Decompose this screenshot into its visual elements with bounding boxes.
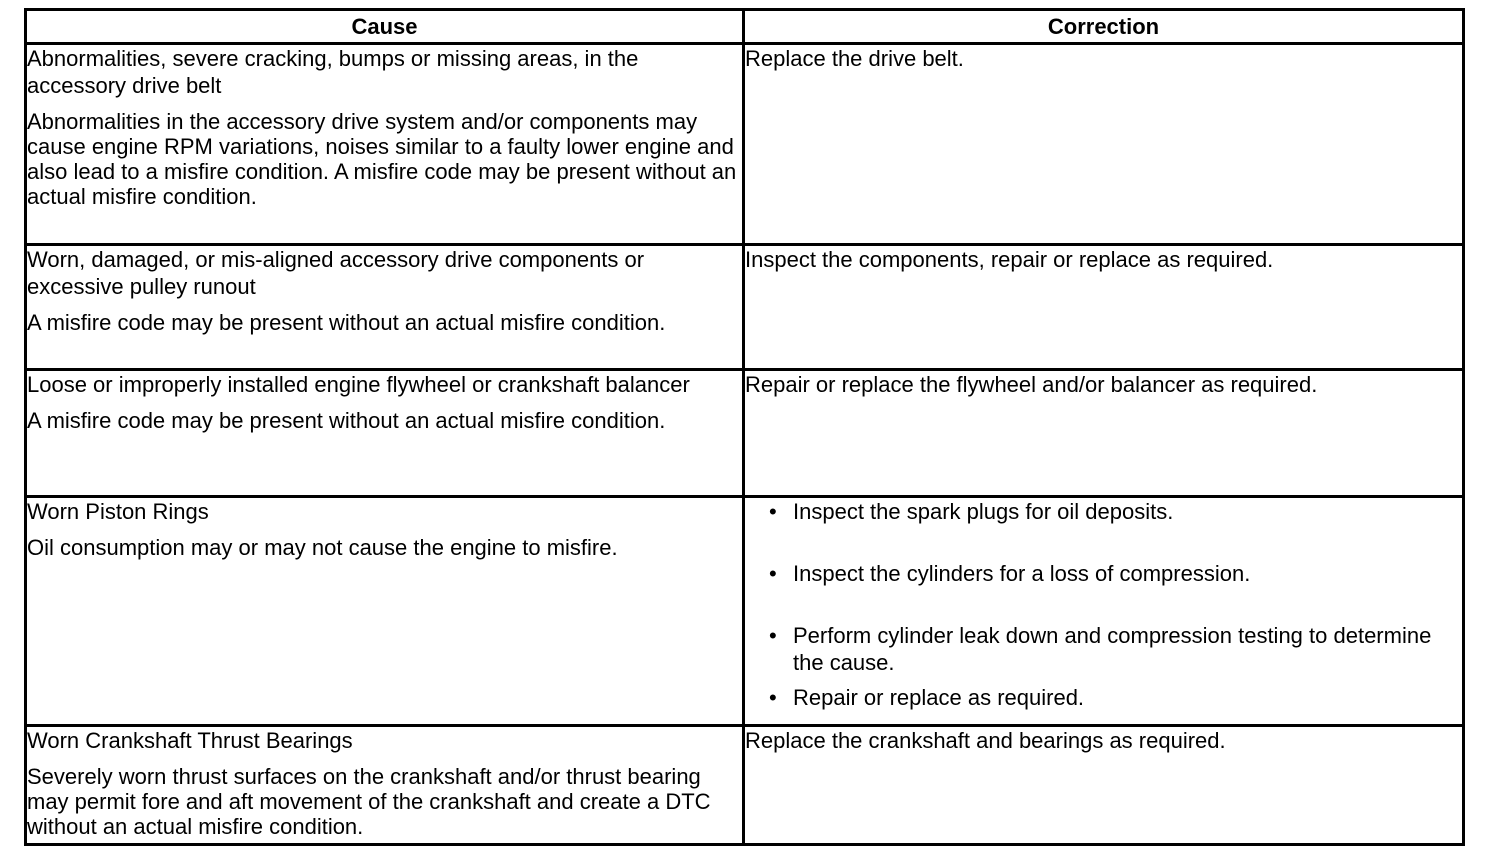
table-row [26,244,1464,370]
correction-cell [744,726,1464,845]
correction-bullet-item [767,684,1462,711]
bullet-text: Inspect the cylinders for a loss of compression. [793,561,1251,587]
correction-bullet-item [767,622,1462,676]
correction-bullet-item [767,560,1462,587]
correction-text: Repair or replace the flywheel and/or balancer as required. [745,372,1318,398]
cause-note: Oil consumption may or may not cause the engine to misfire. [27,535,618,561]
bullet-text: Inspect the spark plugs for oil deposits. [793,499,1174,525]
cause-title: Abnormalities, severe cracking, bumps or missing areas, in the accessory drive belt [27,46,639,98]
cause-column-header: Cause [26,10,744,44]
cause-title: Worn Crankshaft Thrust Bearings [27,728,353,754]
correction-text: Replace the crankshaft and bearings as required. [745,728,1226,754]
cause-cell [26,370,744,497]
cause-note: Severely worn thrust surfaces on the crankshaft and/or thrust bearing may permit fore and aft movement of the crankshaft and create a DTC without an actual misfire condition. [27,764,711,840]
cause-note: Abnormalities in the accessory drive system and/or components may cause engine RPM variations, noises similar to a faulty lower engine and also lead to a misfire condition. A misfire code may be present without an actual misfire condition. [27,109,737,209]
table-row [26,497,1464,726]
correction-cell [744,44,1464,245]
bullet-icon: • [769,561,777,587]
correction-column-header: Correction [744,10,1464,44]
table-row [26,726,1464,845]
cause-cell [26,44,744,245]
cause-title: Worn, damaged, or mis-aligned accessory drive components or excessive pulley runout [27,246,645,299]
bullet-icon: • [769,623,777,649]
bullet-icon: • [769,685,777,711]
correction-bullet-list [745,498,1462,711]
bullet-icon: • [769,499,777,525]
correction-cell [744,370,1464,497]
cause-cell [26,497,744,726]
bullet-text: Perform cylinder leak down and compression testing to determine the cause. [793,623,1432,676]
bullet-text: Repair or replace as required. [793,685,1085,711]
cause-cell [26,244,744,370]
correction-cell [744,244,1464,370]
table-row [26,44,1464,245]
cause-note: A misfire code may be present without an actual misfire condition. [27,408,666,434]
table-row [26,370,1464,497]
cause-title: Loose or improperly installed engine flywheel or crankshaft balancer [27,372,690,398]
correction-text: Replace the drive belt. [745,46,964,71]
cause-title: Worn Piston Rings [27,499,209,525]
table-header-row [26,10,1464,44]
cause-correction-table [24,8,1465,846]
correction-bullet-item [767,498,1462,525]
cause-note: A misfire code may be present without an actual misfire condition. [27,309,666,335]
correction-cell [744,497,1464,726]
cause-cell [26,726,744,845]
correction-text: Inspect the components, repair or replace as required. [745,246,1274,272]
